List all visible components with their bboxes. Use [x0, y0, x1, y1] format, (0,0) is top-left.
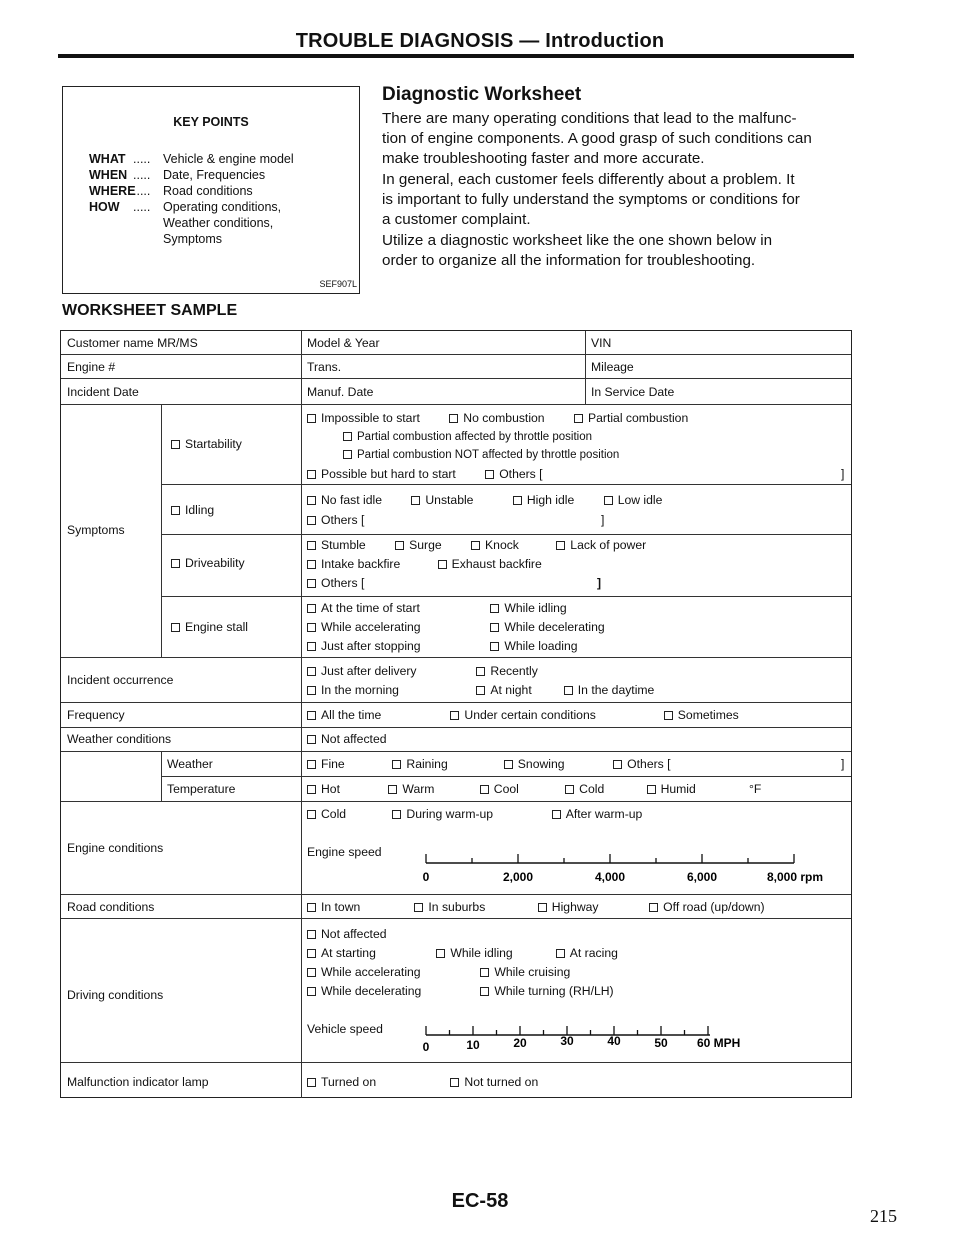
incident-date-label: Incident Date — [67, 385, 139, 399]
row-divider — [61, 702, 851, 703]
startability-line-4 — [307, 467, 543, 481]
in-the-daytime-option[interactable]: In the daytime — [564, 683, 655, 697]
engine-stall-line-3 — [307, 639, 578, 653]
no-combustion-option[interactable]: No combustion — [449, 411, 544, 425]
key-point-how-cont1: Weather conditions, — [163, 216, 274, 230]
checkbox-icon — [307, 930, 316, 939]
turned-on-option[interactable]: Turned on — [307, 1075, 447, 1089]
no-fast-idle-option[interactable]: No fast idle — [307, 493, 382, 507]
checkbox-icon — [565, 785, 574, 794]
incident-line-2 — [307, 683, 654, 697]
driving-not-affected-option[interactable]: Not affected — [307, 927, 387, 941]
idling-others-option[interactable]: Others [ — [307, 513, 364, 527]
incident-occurrence-label: Incident occurrence — [67, 673, 174, 687]
checkbox-icon — [485, 470, 494, 479]
partial-not-throttle-option[interactable]: Partial combustion NOT affected by throttle position — [343, 448, 619, 462]
row-divider — [161, 776, 851, 777]
low-idle-option[interactable]: Low idle — [604, 493, 663, 507]
during-warm-up-option[interactable]: During warm-up — [392, 807, 548, 821]
checkbox-icon — [449, 414, 458, 423]
scale-label: 10 — [466, 1038, 480, 1052]
symptoms-label: Symptoms — [67, 523, 125, 537]
partial-combustion-option[interactable]: Partial combustion — [574, 411, 688, 425]
checkbox-icon — [307, 760, 316, 769]
driving-line-3 — [307, 965, 570, 979]
off-road-option[interactable]: Off road (up/down) — [649, 900, 764, 914]
checkbox-icon — [538, 903, 547, 912]
while-cruising-option[interactable]: While cruising — [480, 965, 570, 979]
weather-line — [307, 757, 671, 771]
temperature-line — [307, 782, 696, 796]
checkbox-icon — [307, 496, 316, 505]
paragraph-line: a customer complaint. — [382, 211, 531, 228]
checkbox-icon — [307, 623, 316, 632]
column-divider — [585, 331, 586, 404]
engine-conditions-line — [307, 807, 642, 821]
hard-to-start-option[interactable]: Possible but hard to start — [307, 467, 456, 481]
row-divider — [61, 1062, 851, 1063]
checkbox-icon — [664, 711, 673, 720]
driving-conditions-label: Driving conditions — [67, 988, 164, 1002]
checkbox-icon — [307, 785, 316, 794]
row-divider — [61, 727, 851, 728]
checkbox-icon — [490, 604, 499, 613]
checkbox-icon — [556, 949, 565, 958]
key-point-what: WHAT ..... Vehicle & engine model — [89, 152, 294, 166]
closing-bracket: ] — [601, 513, 605, 527]
column-divider — [161, 404, 162, 657]
scale-label: 6,000 — [686, 870, 718, 884]
idling-line-1 — [307, 493, 662, 507]
checkbox-icon — [480, 785, 489, 794]
driveability-line-1 — [307, 538, 646, 552]
trans-label: Trans. — [307, 360, 342, 374]
hot-option[interactable]: Hot — [307, 782, 385, 796]
checkbox-icon — [307, 810, 316, 819]
weather-conditions-label: Weather conditions — [67, 732, 172, 746]
malfunction-lamp-label: Malfunction indicator lamp — [67, 1075, 209, 1089]
checkbox-icon — [395, 541, 404, 550]
row-divider — [61, 918, 851, 919]
checkbox-icon — [476, 686, 485, 695]
engine-stall-line-2 — [307, 620, 605, 634]
checkbox-icon — [343, 450, 352, 459]
checkbox-icon — [436, 949, 445, 958]
page-header-title: TROUBLE DIAGNOSIS — Introduction — [295, 30, 665, 52]
knock-option[interactable]: Knock — [471, 538, 519, 552]
closing-bracket: ] — [597, 576, 602, 590]
checkbox-icon — [450, 1078, 459, 1087]
all-the-time-option[interactable]: All the time — [307, 708, 447, 722]
row-divider — [61, 378, 851, 379]
checkbox-icon — [490, 623, 499, 632]
sometimes-option[interactable]: Sometimes — [664, 708, 739, 722]
surge-option[interactable]: Surge — [395, 538, 442, 552]
key-points-title: KEY POINTS — [173, 115, 249, 129]
checkbox-icon — [307, 711, 316, 720]
scale-label: 50 — [654, 1036, 668, 1050]
checkbox-icon — [480, 968, 489, 977]
paragraph-line: There are many operating conditions that lead to the malfunc- — [382, 110, 797, 127]
worksheet-heading: WORKSHEET SAMPLE — [62, 302, 238, 319]
under-certain-conditions-option[interactable]: Under certain conditions — [450, 708, 660, 722]
vehicle-speed-label: Vehicle speed — [307, 1022, 383, 1036]
manuf-date-label: Manuf. Date — [307, 385, 374, 399]
checkbox-icon — [307, 560, 316, 569]
driving-while-decelerating-option[interactable]: While decelerating — [307, 984, 477, 998]
cool-option[interactable]: Cool — [480, 782, 562, 796]
row-divider — [61, 657, 851, 658]
checkbox-icon — [171, 506, 180, 515]
idling-checkbox[interactable]: Idling — [171, 503, 214, 517]
engine-conditions-label: Engine conditions — [67, 841, 164, 855]
row-divider — [61, 751, 851, 752]
exhaust-backfire-option[interactable]: Exhaust backfire — [438, 557, 542, 571]
just-after-delivery-option[interactable]: Just after delivery — [307, 664, 473, 678]
key-point-when: WHEN ..... Date, Frequencies — [89, 168, 266, 182]
road-conditions-line — [307, 900, 765, 914]
driving-while-idling-option[interactable]: While idling — [436, 946, 552, 960]
row-divider — [61, 404, 851, 405]
scale-label: 4,000 — [594, 870, 626, 884]
fine-option[interactable]: Fine — [307, 757, 389, 771]
in-town-option[interactable]: In town — [307, 900, 411, 914]
checkbox-icon — [613, 760, 622, 769]
checkbox-icon — [556, 541, 565, 550]
checkbox-icon — [307, 686, 316, 695]
checkbox-icon — [450, 711, 459, 720]
checkbox-icon — [438, 560, 447, 569]
row-divider — [61, 894, 851, 895]
at-starting-option[interactable]: At starting — [307, 946, 433, 960]
checkbox-icon — [307, 516, 316, 525]
checkbox-icon — [564, 686, 573, 695]
checkbox-icon — [307, 642, 316, 651]
road-conditions-label: Road conditions — [67, 900, 155, 914]
driveability-others-option[interactable]: Others [ — [307, 576, 364, 590]
model-year-label: Model & Year — [307, 336, 380, 350]
intake-backfire-option[interactable]: Intake backfire — [307, 557, 400, 571]
engine-speed-label: Engine speed — [307, 845, 382, 859]
impossible-to-start-option[interactable]: Impossible to start — [307, 411, 420, 425]
closing-bracket: ] — [841, 757, 845, 771]
checkbox-icon — [476, 667, 485, 676]
weather-others-option[interactable]: Others [ — [613, 757, 670, 771]
lack-of-power-option[interactable]: Lack of power — [556, 538, 646, 552]
checkbox-icon — [388, 785, 397, 794]
in-the-morning-option[interactable]: In the morning — [307, 683, 473, 697]
weather-label: Weather — [167, 757, 213, 771]
checkbox-icon — [171, 559, 180, 568]
checkbox-icon — [504, 760, 513, 769]
checkbox-icon — [471, 541, 480, 550]
driveability-line-2 — [307, 557, 542, 571]
checkbox-icon — [490, 642, 499, 651]
page-id: EC-58 — [451, 1190, 509, 1212]
frequency-label: Frequency — [67, 708, 125, 722]
unstable-option[interactable]: Unstable — [411, 493, 473, 507]
header-rule — [58, 54, 854, 58]
scale-label: 60 MPH — [697, 1036, 741, 1050]
startability-checkbox[interactable]: Startability — [171, 437, 242, 451]
paragraph-line: order to organize all the information for troubleshooting. — [382, 252, 756, 269]
paragraph-line: Utilize a diagnostic worksheet like the one shown below in — [382, 232, 773, 249]
scale-label: 0 — [422, 1040, 430, 1054]
checkbox-icon — [307, 604, 316, 613]
cold-option[interactable]: Cold — [565, 782, 643, 796]
engine-speed-scale — [421, 839, 851, 887]
checkbox-icon — [513, 496, 522, 505]
row-divider — [61, 801, 851, 802]
checkbox-icon — [647, 785, 656, 794]
paragraph-line: tion of engine components. A good grasp of such conditions can — [382, 130, 812, 147]
column-divider — [301, 331, 302, 1098]
in-suburbs-option[interactable]: In suburbs — [414, 900, 534, 914]
key-point-how: HOW ..... Operating conditions, — [89, 200, 282, 214]
column-divider — [161, 751, 162, 801]
checkbox-icon — [480, 987, 489, 996]
worksheet-table — [60, 330, 852, 1098]
checkbox-icon — [307, 968, 316, 977]
checkbox-icon — [171, 623, 180, 632]
while-decelerating-option[interactable]: While decelerating — [490, 620, 604, 634]
driving-line-2 — [307, 946, 618, 960]
scale-label: 30 — [560, 1034, 574, 1048]
not-turned-on-option[interactable]: Not turned on — [450, 1075, 538, 1089]
frequency-line — [307, 708, 739, 722]
after-warm-up-option[interactable]: After warm-up — [552, 807, 643, 821]
warm-option[interactable]: Warm — [388, 782, 476, 796]
checkbox-icon — [343, 432, 352, 441]
scale-label: 40 — [607, 1034, 621, 1048]
raining-option[interactable]: Raining — [392, 757, 500, 771]
scale-label: 20 — [513, 1036, 527, 1050]
checkbox-icon — [574, 414, 583, 423]
checkbox-icon — [552, 810, 561, 819]
at-night-option[interactable]: At night — [476, 683, 560, 697]
section-title: Diagnostic Worksheet — [382, 84, 582, 105]
startability-line-1 — [307, 411, 688, 425]
checkbox-icon — [307, 1078, 316, 1087]
humid-option[interactable]: Humid — [647, 782, 696, 796]
recently-option[interactable]: Recently — [476, 664, 537, 678]
startability-others-option[interactable]: Others [ — [485, 467, 542, 481]
scale-label: 2,000 — [502, 870, 534, 884]
incident-line-1 — [307, 664, 538, 678]
just-after-stopping-option[interactable]: Just after stopping — [307, 639, 487, 653]
driveability-checkbox[interactable]: Driveability — [171, 556, 245, 570]
checkbox-icon — [392, 810, 401, 819]
row-divider — [161, 484, 851, 485]
checkbox-icon — [604, 496, 613, 505]
driving-while-accelerating-option[interactable]: While accelerating — [307, 965, 477, 979]
checkbox-icon — [307, 667, 316, 676]
checkbox-icon — [411, 496, 420, 505]
weather-not-affected-option[interactable]: Not affected — [307, 732, 387, 746]
checkbox-icon — [307, 735, 316, 744]
paragraph-line: In general, each customer feels differently about a problem. It — [382, 171, 795, 188]
scale-label: 8,000 rpm — [767, 870, 824, 884]
paragraph-line: is important to fully understand the symptoms or conditions for — [382, 191, 800, 208]
checkbox-icon — [307, 470, 316, 479]
malfunction-lamp-line — [307, 1075, 538, 1089]
checkbox-icon — [649, 903, 658, 912]
at-racing-option[interactable]: At racing — [556, 946, 618, 960]
paragraph-line: make troubleshooting faster and more accurate. — [382, 150, 705, 167]
key-points-box — [62, 86, 360, 294]
snowing-option[interactable]: Snowing — [504, 757, 610, 771]
mileage-label: Mileage — [591, 360, 634, 374]
customer-name-label: Customer name MR/MS — [67, 336, 198, 350]
at-time-of-start-option[interactable]: At the time of start — [307, 601, 487, 615]
row-divider — [161, 534, 851, 535]
engine-stall-line-1 — [307, 601, 567, 615]
key-point-where: WHERE..... Road conditions — [89, 184, 253, 198]
checkbox-icon — [307, 579, 316, 588]
scale-label: 0 — [422, 870, 430, 884]
checkbox-icon — [307, 903, 316, 912]
stumble-option[interactable]: Stumble — [307, 538, 366, 552]
partial-throttle-option[interactable]: Partial combustion affected by throttle position — [343, 430, 592, 444]
checkbox-icon — [307, 987, 316, 996]
row-divider — [61, 354, 851, 355]
vehicle-speed-scale — [421, 1015, 851, 1059]
engine-cold-option[interactable]: Cold — [307, 807, 389, 821]
engine-stall-checkbox[interactable]: Engine stall — [171, 620, 248, 634]
page-number: 215 — [870, 1206, 897, 1226]
checkbox-icon — [307, 949, 316, 958]
checkbox-icon — [307, 541, 316, 550]
closing-bracket: ] — [841, 467, 845, 481]
temperature-unit: °F — [749, 782, 762, 796]
while-idling-option[interactable]: While idling — [490, 601, 566, 615]
row-divider — [161, 596, 851, 597]
high-idle-option[interactable]: High idle — [513, 493, 574, 507]
while-loading-option[interactable]: While loading — [490, 639, 577, 653]
figure-code: SEF907L — [319, 279, 357, 289]
checkbox-icon — [171, 440, 180, 449]
key-point-how-cont2: Symptoms — [163, 232, 223, 246]
checkbox-icon — [414, 903, 423, 912]
highway-option[interactable]: Highway — [538, 900, 646, 914]
vin-label: VIN — [591, 336, 612, 350]
checkbox-icon — [392, 760, 401, 769]
engine-number-label: Engine # — [67, 360, 116, 374]
in-service-date-label: In Service Date — [591, 385, 675, 399]
temperature-label: Temperature — [167, 782, 236, 796]
driving-line-4 — [307, 984, 614, 998]
while-turning-option[interactable]: While turning (RH/LH) — [480, 984, 613, 998]
checkbox-icon — [307, 414, 316, 423]
while-accelerating-option[interactable]: While accelerating — [307, 620, 487, 634]
